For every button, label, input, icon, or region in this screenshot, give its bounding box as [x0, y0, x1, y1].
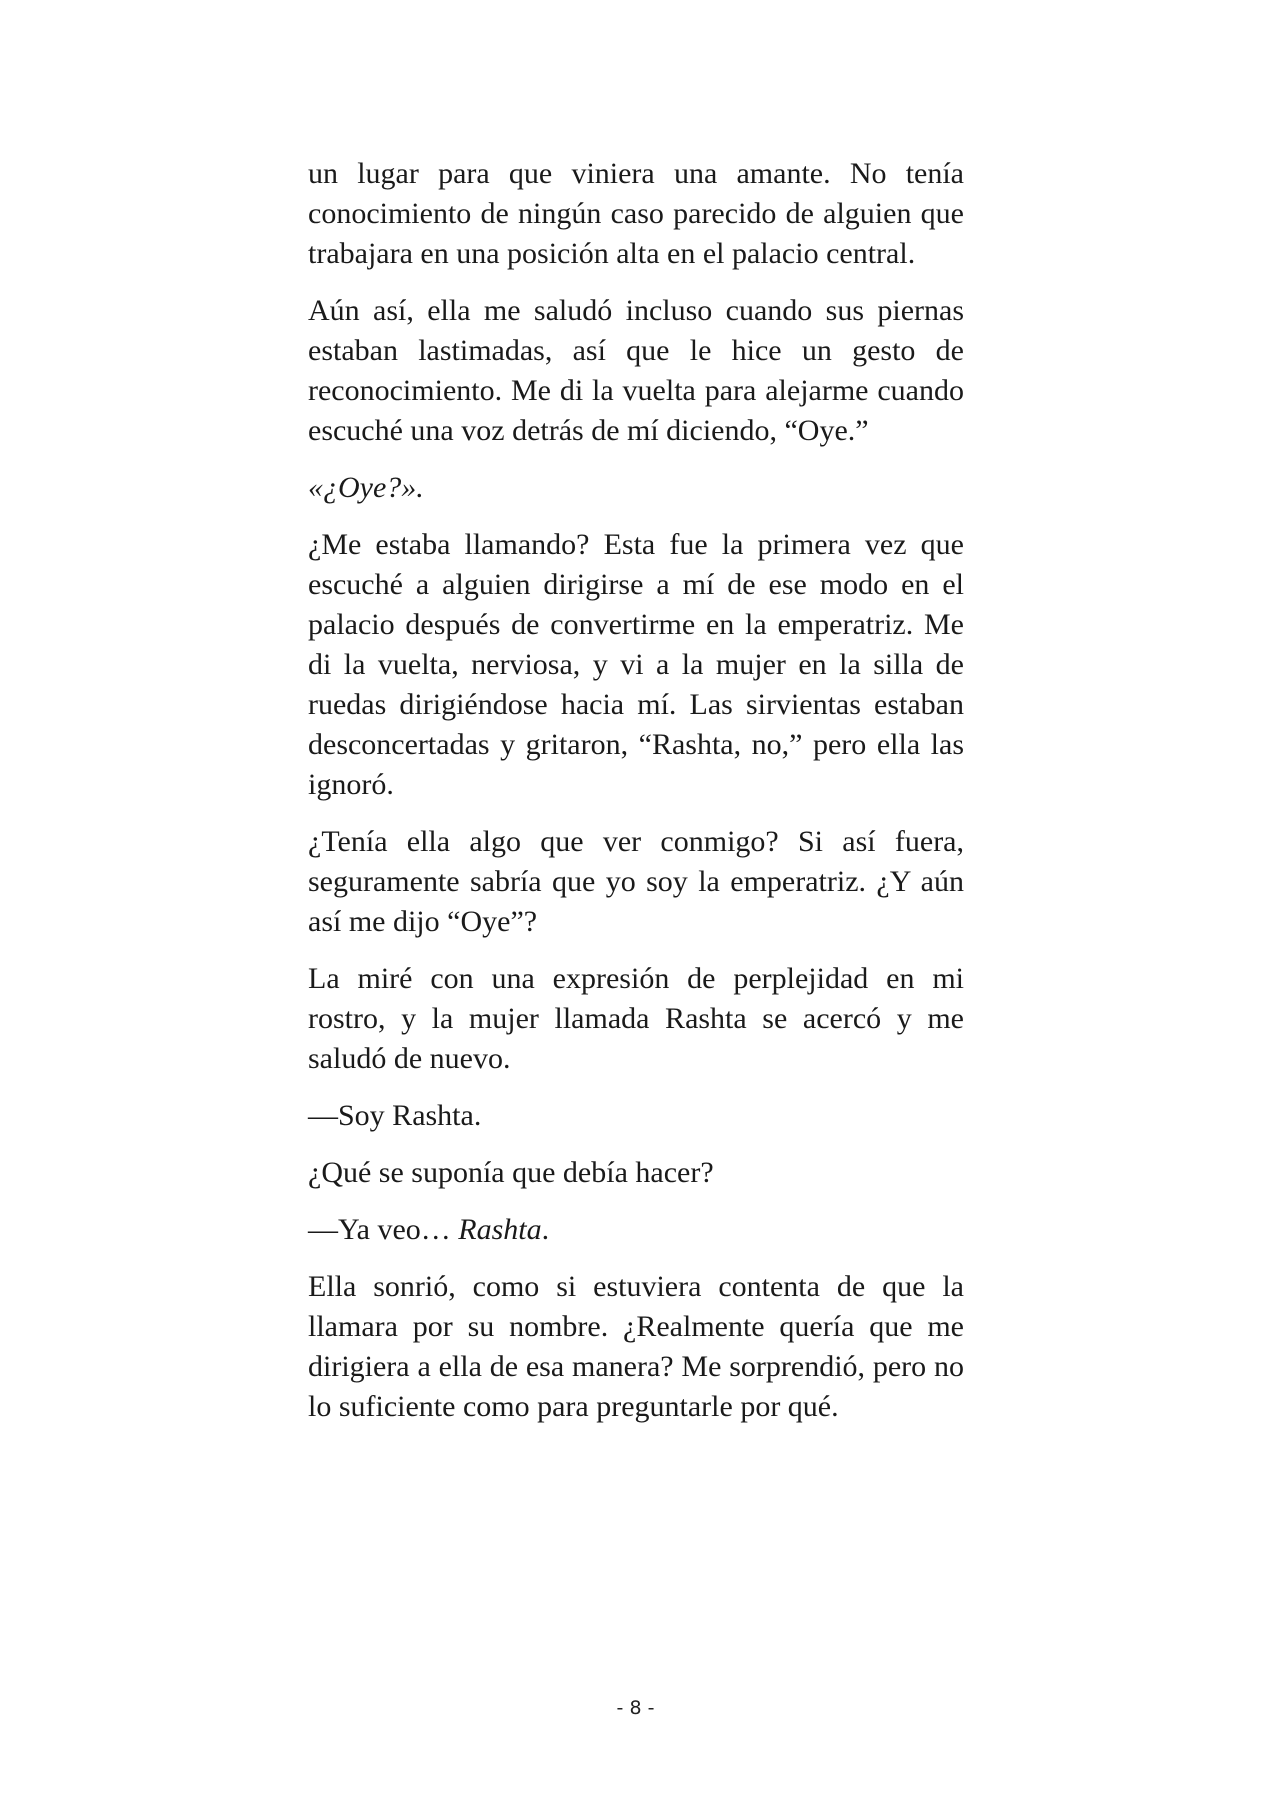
inner-thought: «¿Oye?».: [308, 471, 424, 504]
paragraph: Aún así, ella me saludó incluso cuando sus piernas estaban lastimadas, así que le hice un gesto de reconocimiento. Me di la vuelta para alejarme cuando escuché una voz detrás de mí diciendo, “Oye.”: [308, 294, 964, 447]
emphasized-name: Rashta: [458, 1213, 542, 1246]
paragraph: ¿Me estaba llamando? Esta fue la primera vez que escuché a alguien dirigirse a mí de ese modo en el palacio después de convertirme en la emperatriz. Me di la vuelta, nerviosa, y vi a la mujer en la silla de ruedas dirigiéndose hacia mí. Las sirvientas estaban desconcertadas y gritaron, “Rashta, no,” pero ella las ignoró.: [308, 528, 964, 801]
paragraph: ¿Qué se suponía que debía hacer?: [308, 1156, 714, 1189]
dialogue-line: [308, 1210, 964, 1250]
paragraph: La miré con una expresión de perplejidad en mi rostro, y la mujer llamada Rashta se acercó y me saludó de nuevo.: [308, 962, 964, 1075]
dialogue-prefix: —Ya veo…: [308, 1213, 459, 1246]
paragraph: un lugar para que viniera una amante. No tenía conocimiento de ningún caso parecido de alguien que trabajara en una posición alta en el palacio central.: [308, 157, 964, 270]
dialogue-line: —Soy Rashta.: [308, 1099, 482, 1132]
dialogue-suffix: .: [541, 1213, 550, 1246]
paragraph: Ella sonrió, como si estuviera contenta de que la llamara por su nombre. ¿Realmente quería que me dirigiera a ella de esa manera? Me sorprendió, pero no lo suficiente como para preguntarle por qué.: [308, 1270, 964, 1423]
page-number: - 8 -: [616, 1697, 655, 1719]
body-text: [308, 154, 964, 1444]
paragraph: ¿Tenía ella algo que ver conmigo? Si así fuera, seguramente sabría que yo soy la emperatriz. ¿Y aún así me dijo “Oye”?: [308, 825, 964, 938]
